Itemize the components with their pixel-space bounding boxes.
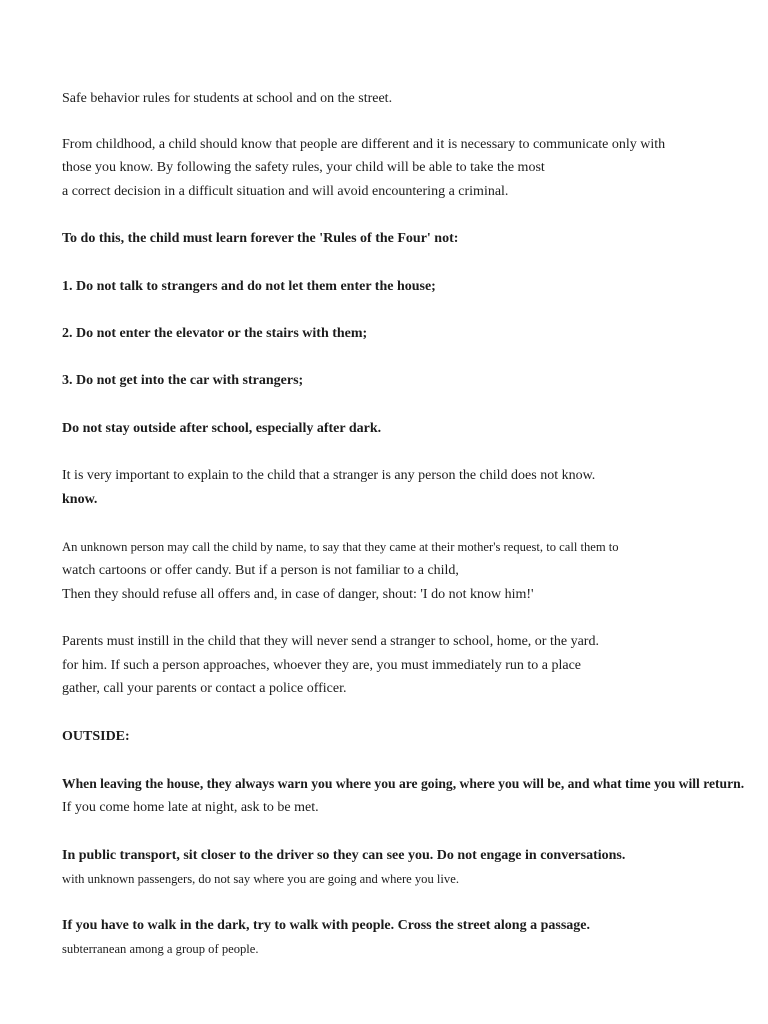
- transport-line-2: with unknown passengers, do not say where you are going and where you live.: [62, 872, 459, 886]
- rule-2: 2. Do not enter the elevator or the stairs with them;: [62, 326, 368, 341]
- dark-line-1: If you have to walk in the dark, try to walk with people. Cross the street along a passage.: [62, 918, 590, 933]
- intro-line-3: a correct decision in a difficult situation and will avoid encountering a criminal.: [62, 184, 509, 199]
- document-title: Safe behavior rules for students at school and on the street.: [62, 91, 393, 106]
- rule-3: 3. Do not get into the car with strangers;: [62, 373, 304, 388]
- stranger-line-1: It is very important to explain to the child that a stranger is any person the child does not know.: [62, 468, 596, 483]
- parents-line-3: gather, call your parents or contact a police officer.: [62, 681, 347, 696]
- unknown-person-line-1: An unknown person may call the child by name, to say that they came at their mother's request, to call them to: [62, 540, 619, 554]
- leaving-line-2: If you come home late at night, ask to be met.: [62, 800, 319, 815]
- rule-4: Do not stay outside after school, especially after dark.: [62, 421, 382, 436]
- dark-line-2: subterranean among a group of people.: [62, 942, 259, 956]
- unknown-person-line-2: watch cartoons or offer candy. But if a person is not familiar to a child,: [62, 563, 459, 578]
- parents-line-2: for him. If such a person approaches, whoever they are, you must immediately run to a place: [62, 658, 581, 673]
- rule-1: 1. Do not talk to strangers and do not let them enter the house;: [62, 279, 436, 294]
- intro-line-2: those you know. By following the safety rules, your child will be able to take the most: [62, 160, 545, 175]
- rules-heading: To do this, the child must learn forever the 'Rules of the Four' not:: [62, 231, 459, 246]
- transport-line-1: In public transport, sit closer to the driver so they can see you. Do not engage in conversations.: [62, 848, 626, 863]
- leaving-line-1: When leaving the house, they always warn you where you are going, where you will be, and what time you will return.: [62, 776, 745, 791]
- intro-line-1: From childhood, a child should know that people are different and it is necessary to communicate only with: [62, 137, 666, 152]
- unknown-person-line-3: Then they should refuse all offers and, in case of danger, shout: 'I do not know him!': [62, 587, 534, 602]
- parents-line-1: Parents must instill in the child that they will never send a stranger to school, home, or the yard.: [62, 634, 599, 649]
- stranger-line-2: know.: [62, 492, 98, 507]
- outside-heading: OUTSIDE:: [62, 729, 130, 744]
